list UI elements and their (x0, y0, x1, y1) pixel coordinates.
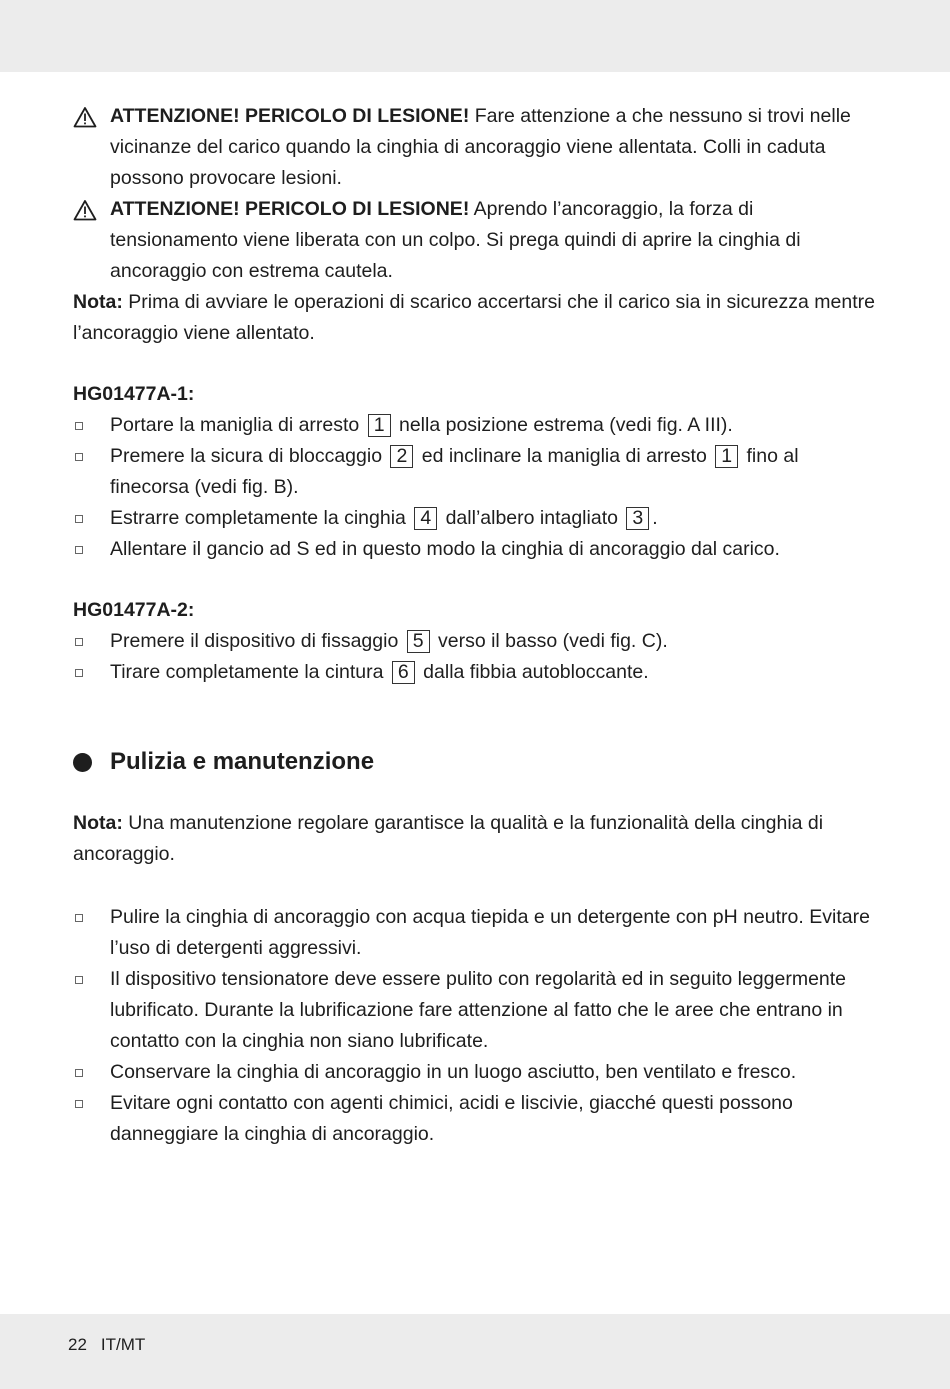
care-text: Pulire la cinghia di ancoraggio con acqua tiepida e un detergente con pH neutro. Evitare l’uso di detergenti aggressivi. (110, 906, 870, 959)
list-item (73, 503, 883, 534)
warning-triangle-icon (73, 106, 97, 128)
step-text: dalla fibbia autobloccante. (417, 661, 649, 683)
warning-1 (73, 101, 883, 194)
list-item (73, 626, 883, 657)
warning-2 (73, 194, 883, 287)
step-text: ed inclinare la maniglia di arresto (416, 445, 713, 467)
warning-label: ATTENZIONE! PERICOLO DI LESIONE! (110, 198, 470, 220)
section-dot-icon (73, 753, 92, 772)
section-heading (73, 746, 883, 778)
note-label: Nota: (73, 812, 123, 834)
page-content (73, 101, 883, 1150)
care-text: Il dispositivo tensionatore deve essere pulito con regolarità ed in seguito leggermente lubrificato. Durante la lubrificazione fare attenzione al fatto che le aree che entrano in contatto con la cinghia non siano lubrificate. (110, 968, 847, 1052)
warning-triangle-icon (73, 199, 97, 221)
checkbox-bullet-icon (75, 1100, 83, 1108)
checkbox-bullet-icon (75, 546, 83, 554)
checkbox-bullet-icon (75, 453, 83, 461)
list-item (73, 534, 883, 565)
step-text: Premere il dispositivo di fissaggio (110, 630, 404, 652)
page-footer (68, 1334, 145, 1356)
step-text: fino al finecorsa (vedi fig. B). (110, 445, 799, 498)
hg2-steps (73, 626, 883, 688)
note-unloading (73, 287, 883, 349)
list-item (73, 964, 883, 1057)
checkbox-bullet-icon (75, 914, 83, 922)
note-text: Una manutenzione regolare garantisce la qualità e la funzionalità della cinghia di ancoraggio. (73, 812, 824, 865)
step-text: nella posizione estrema (vedi fig. A III). (393, 414, 733, 436)
subheading-hg01477a-1: HG01477A-1: (73, 383, 195, 405)
step-text: . (652, 507, 658, 529)
step-text: verso il basso (vedi fig. C). (432, 630, 668, 652)
care-text: Conservare la cinghia di ancoraggio in un luogo asciutto, ben ventilato e fresco. (110, 1061, 797, 1083)
note-maintenance (73, 808, 883, 870)
warning-text: Aprendo l’ancoraggio, la forza di tensionamento viene liberata con un colpo. Si prega quindi di aprire la cinghia di ancoraggio con estrema cautela. (110, 198, 801, 282)
part-number: 6 (392, 661, 415, 684)
step-text: Allentare il gancio ad S ed in questo modo la cinghia di ancoraggio dal carico. (110, 538, 780, 560)
step-text: Portare la maniglia di arresto (110, 414, 365, 436)
checkbox-bullet-icon (75, 976, 83, 984)
care-list (73, 902, 883, 1150)
part-number: 3 (626, 507, 649, 530)
checkbox-bullet-icon (75, 422, 83, 430)
header-band (0, 0, 950, 72)
part-number: 4 (414, 507, 437, 530)
list-item (73, 902, 883, 964)
part-number: 2 (390, 445, 413, 468)
list-item (73, 1057, 883, 1088)
list-item (73, 410, 883, 441)
part-number: 1 (368, 414, 391, 437)
warning-label: ATTENZIONE! PERICOLO DI LESIONE! (110, 105, 470, 127)
checkbox-bullet-icon (75, 669, 83, 677)
note-label: Nota: (73, 291, 123, 313)
subheading-hg01477a-2: HG01477A-2: (73, 599, 195, 621)
list-item (73, 1088, 883, 1150)
list-item (73, 657, 883, 688)
step-text: Estrarre completamente la cinghia (110, 507, 412, 529)
part-number: 5 (407, 630, 430, 653)
page-number: 22 (68, 1335, 87, 1354)
part-number: 1 (715, 445, 738, 468)
step-text: Premere la sicura di bloccaggio (110, 445, 388, 467)
care-text: Evitare ogni contatto con agenti chimici, acidi e liscivie, giacché questi possono danneggiare la cinghia di ancoraggio. (110, 1092, 793, 1145)
language-code: IT/MT (100, 1335, 146, 1354)
note-text: Prima di avviare le operazioni di scarico accertarsi che il carico sia in sicurezza mentre l’ancoraggio viene allentato. (73, 291, 875, 344)
step-text: Tirare completamente la cintura (110, 661, 389, 683)
warning-text: Fare attenzione a che nessuno si trovi nelle vicinanze del carico quando la cinghia di ancoraggio viene allentata. Colli in caduta possono provocare lesioni. (110, 105, 851, 189)
hg1-steps (73, 410, 883, 565)
section-title: Pulizia e manutenzione (110, 748, 375, 775)
list-item (73, 441, 883, 503)
checkbox-bullet-icon (75, 515, 83, 523)
checkbox-bullet-icon (75, 638, 83, 646)
checkbox-bullet-icon (75, 1069, 83, 1077)
step-text: dall’albero intagliato (440, 507, 624, 529)
